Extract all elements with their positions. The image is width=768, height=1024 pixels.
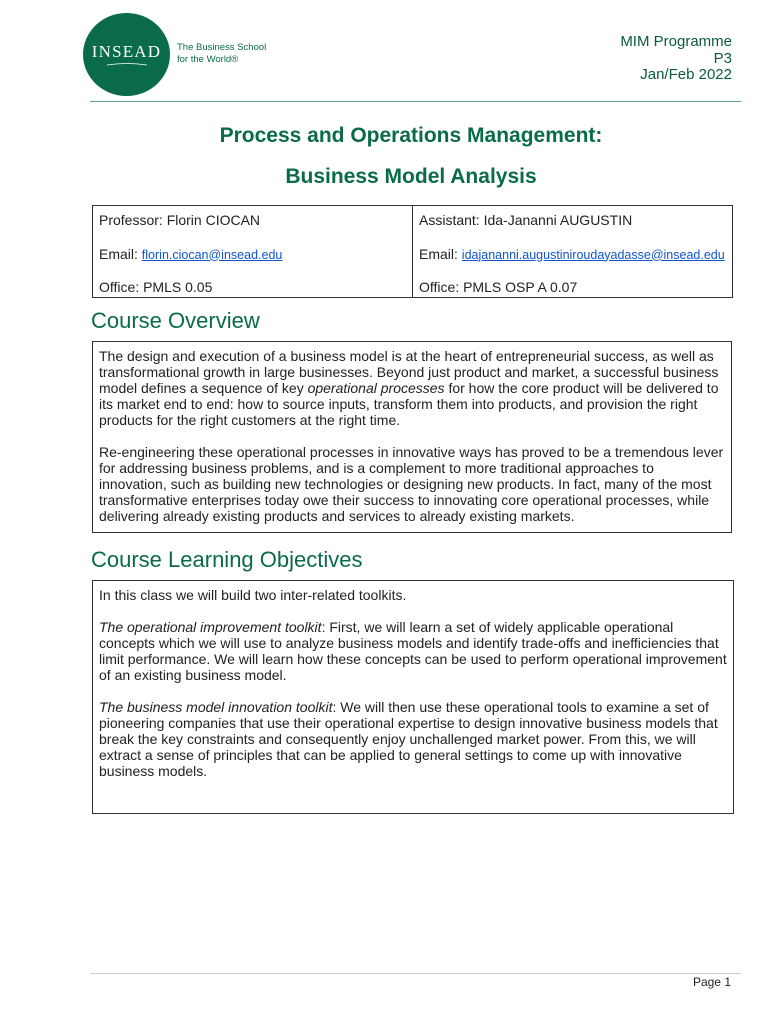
toolkit-2-text: : We will then use these operational tools to examine a set of pioneering companies that use their operational expertise to design innovative business models that break the key constraints and consequently enjoy unchallenged market power. From this, we will extract a sense of principles that can be applied to general settings to come up with innovative business models. [99,699,718,779]
staff-table [92,205,733,298]
professor-email-row [99,246,406,263]
professor-cell [93,206,413,298]
overview-paragraph-1 [99,348,725,428]
overview-text: for how the core product will be delivered to its market end to end: how to source inputs, transform them into products, and provision the right products for the right customers at the right time. [99,380,719,428]
objectives-intro: In this class we will build two inter-related toolkits. [99,587,407,603]
assistant-name: Assistant: Ida-Jananni AUGUSTIN [419,212,633,228]
assistant-email-link[interactable]: idajananni.augustiniroudayadasse@insead.edu [461,247,725,262]
page-title: Process and Operations Management: [219,124,603,147]
tagline-line-2: for the World® [177,54,239,65]
tagline-line-1: The Business School [177,42,267,53]
school-tagline [177,42,266,66]
toolkit-1-title: The operational improvement toolkit [99,619,322,635]
programme-info [620,34,732,84]
course-overview-heading: Course Overview [91,308,260,333]
footer-divider [90,973,741,974]
programme-date: Jan/Feb 2022 [640,66,732,83]
toolkit-1-text: : First, we will learn a set of widely applicable operational concepts which we will use to analyze business models and identify trade-offs and inefficiencies that limit performance. We will learn how these concepts can be used to perform operational improvement of an existing business model. [99,619,727,683]
email-label: Email: [419,245,462,262]
insead-logo [83,13,170,96]
assistant-email-row [419,246,726,263]
professor-name: Professor: Florin CIOCAN [99,212,261,228]
logo-wordmark: INSEAD [91,41,162,61]
assistant-cell [413,206,733,298]
overview-text: The design and execution of a business model is at the heart of entrepreneurial success, as well as transformational growth in large businesses. Beyond just product and market, a successful business model defines a sequence of key [99,348,719,396]
page-number: Page 1 [692,975,731,989]
course-overview-box [92,341,732,533]
professor-office: Office: PMLS 0.05 [99,279,213,295]
assistant-office: Office: PMLS OSP A 0.07 [419,279,578,295]
programme-period: P3 [713,49,732,67]
objectives-toolkit-2 [99,699,727,779]
objectives-toolkit-1 [99,619,727,683]
professor-email-link[interactable]: florin.ciocan@insead.edu [141,247,283,262]
logo-flourish-icon [105,62,149,68]
toolkit-2-title: The business model innovation toolkit [99,699,333,715]
programme-name: MIM Programme [620,33,732,50]
overview-paragraph-2: Re-engineering these operational processes in innovative ways has proved to be a tremendous lever for addressing business problems, and is a complement to more traditional approaches to innovation, such as building new technologies or designing new products. In fact, many of the most transformative enterprises today owe their success to innovating core operational processes, while delivering already existing products and services to already existing markets. [99,444,724,524]
learning-objectives-heading: Course Learning Objectives [91,547,363,572]
overview-emphasis: operational processes [307,380,445,396]
page-subtitle: Business Model Analysis [285,165,537,188]
header-divider [90,101,741,102]
learning-objectives-box [92,580,734,814]
email-label: Email: [99,245,142,262]
